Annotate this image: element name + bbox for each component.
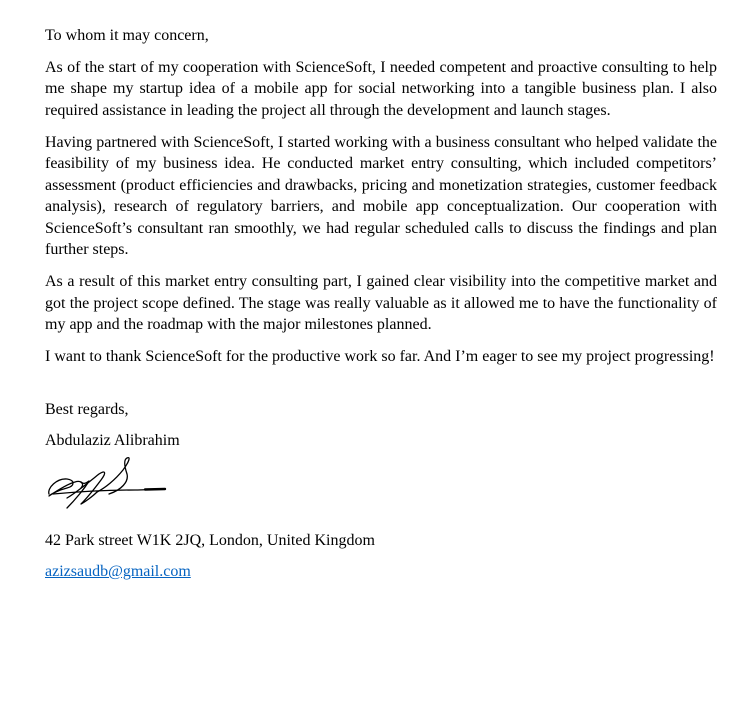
letter-greeting: To whom it may concern,	[45, 27, 209, 44]
letter	[45, 25, 717, 583]
signature-icon	[45, 454, 167, 514]
letter-paragraph-3: As a result of this market entry consulting part, I gained clear visibility into the competitive market and got the project scope defined. The stage was really valuable as it allowed me to have the functionality of my app and the roadmap with the major milestones planned.	[45, 273, 717, 333]
signer-email	[45, 561, 717, 583]
signer-address: 42 Park street W1K 2JQ, London, United Kingdom	[45, 531, 375, 549]
letter-closing: Best regards,	[45, 400, 129, 418]
signer-name: Abdulaziz Alibrahim	[45, 432, 180, 449]
letter-paragraph-2: Having partnered with ScienceSoft, I started working with a business consultant who helped validate the feasibility of my business idea. He conducted market entry consulting, which included competitors’ assessment (product efficiencies and drawbacks, pricing and monetization strategies, customer feedback analysis), research of regulatory barriers, and mobile app conceptualization. Our cooperation with ScienceSoft’s consultant ran smoothly, we had regular scheduled calls to discuss the findings and plan further steps.	[45, 133, 717, 258]
letter-paragraph-1: As of the start of my cooperation with ScienceSoft, I needed competent and proactive consulting to help me shape my startup idea of a mobile app for social networking into a tangible business plan. I also required assistance in leading the project all through the development and launch stages.	[45, 58, 717, 119]
email-link[interactable]: azizsaudb@gmail.com	[45, 563, 191, 580]
letter-paragraph-4: I want to thank ScienceSoft for the productive work so far. And I’m eager to see my project progressing!	[45, 348, 715, 365]
